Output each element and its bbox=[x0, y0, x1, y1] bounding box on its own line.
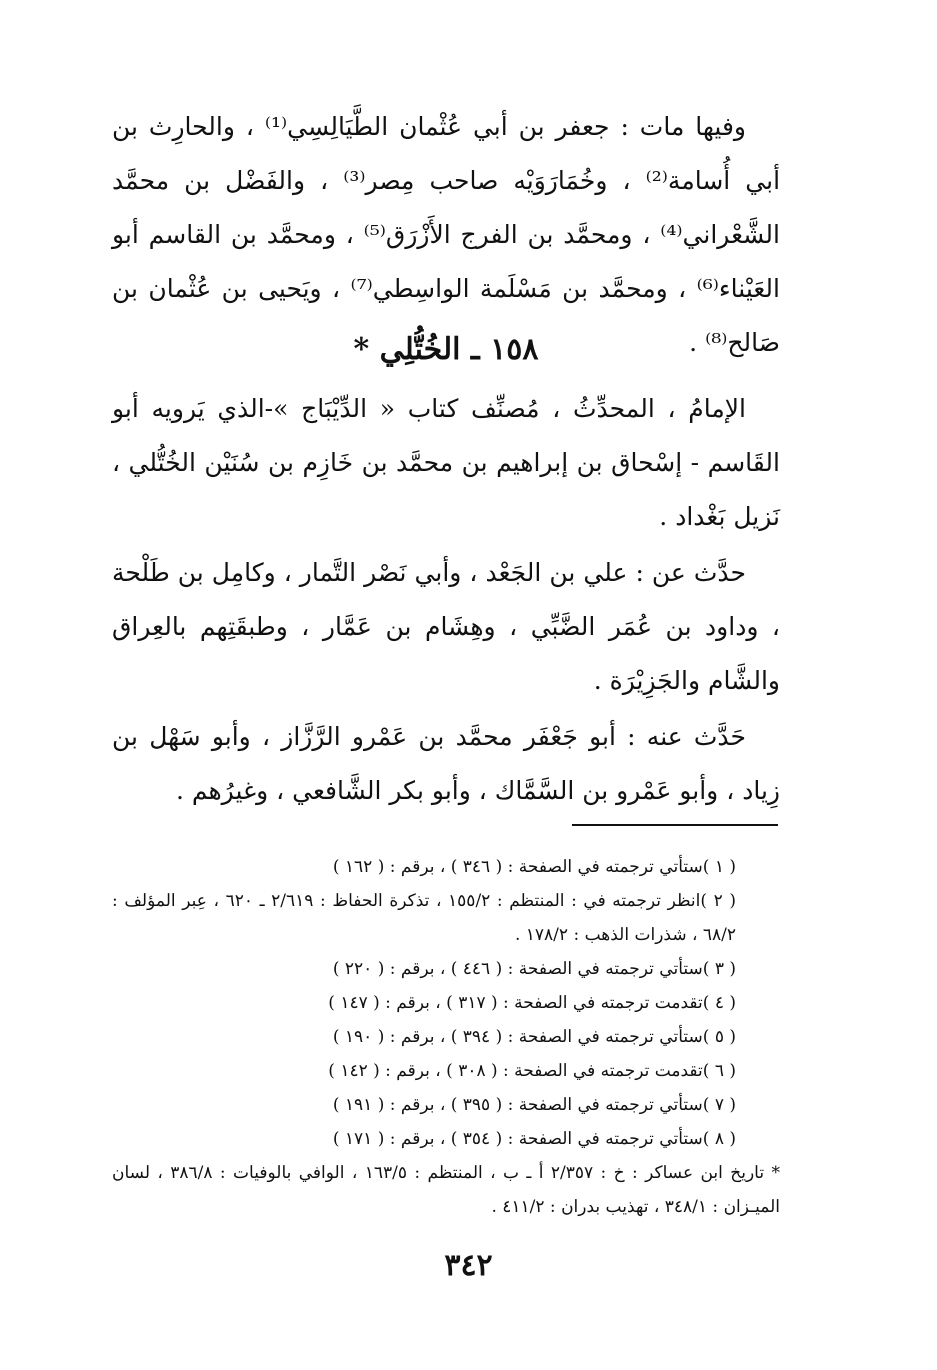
deaths-paragraph: وفيها مات : جعفر بن أبي عُثْمان الطَّيَالِسِي⁽¹⁾ ، والحارِث بن أبي أُسامة⁽²⁾ ، وخُمَارَوَيْه صاحب مِصر⁽³⁾ ، والفَضْل بن محمَّد الشَّعْراني⁽⁴⁾ ، ومحمَّد بن الفرج الأَزْرَق⁽⁵⁾ ، ومحمَّد بن القاسم أبو العَيْناء⁽⁶⁾ ، ومحمَّد بن مَسْلَمة الواسِطي⁽⁷⁾ ، ويَحيى بن عُثْمان بن صَالح⁽⁸⁾ . bbox=[112, 112, 781, 357]
footnote-sources: * تاريخ ابن عساكر : خ : ٢/٣٥٧ أ ـ ب ، المنتظم : ١٦٣/٥ ، الوافي بالوفيات : ٣٨٦/٨ ، لسان الميـزان : ٣٤٨/١ ، تهذيب بدران : ٤١١/٢ . bbox=[112, 1163, 780, 1217]
entry-heading: ١٥٨ ـ الخُتُّلِي * bbox=[353, 332, 539, 367]
footnote-6: ( ٦ )تقدمت ترجمته في الصفحة : ( ٣٠٨ ) ، برقم : ( ١٤٢ ) bbox=[328, 1061, 736, 1081]
footnote-1: ( ١ )ستأتي ترجمته في الصفحة : ( ٣٤٦ ) ، برقم : ( ١٦٢ ) bbox=[332, 857, 736, 877]
footnote-2: ( ٢ )انظر ترجمته في : المنتظم : ١٥٥/٢ ، تذكرة الحفاظ : ٢/٦١٩ ـ ٦٢٠ ، عِبر المؤلف : ٦٨/٢ ، شذرات الذهب : ١٧٨/٢ . bbox=[112, 891, 736, 945]
footnote-5: ( ٥ )ستأتي ترجمته في الصفحة : ( ٣٩٤ ) ، برقم : ( ١٩٠ ) bbox=[332, 1027, 736, 1047]
page-number: ٣٤٢ bbox=[444, 1248, 493, 1283]
narrated-by-paragraph: حَدَّث عنه : أبو جَعْفَر محمَّد بن عَمْرو الرَّزَّاز ، وأبو سَهْل بن زِياد ، وأبو عَمْرو بن السَّمَّاك ، وأبو بكر الشَّافعي ، وغيرُهم . bbox=[112, 722, 780, 805]
footnote-4: ( ٤ )تقدمت ترجمته في الصفحة : ( ٣١٧ ) ، برقم : ( ١٤٧ ) bbox=[328, 993, 736, 1013]
footnote-7: ( ٧ )ستأتي ترجمته في الصفحة : ( ٣٩٥ ) ، برقم : ( ١٩١ ) bbox=[332, 1095, 736, 1115]
narrated-from-paragraph: حدَّث عن : علي بن الجَعْد ، وأبي نَصْر التَّمار ، وكامِل بن طَلْحة ، وداود بن عُمَر الضَّبِّي ، وهِشَام بن عَمَّار ، وطبقَتِهم بالعِراق والشَّام والجَزِيْرَة . bbox=[112, 558, 780, 695]
footnote-8: ( ٨ )ستأتي ترجمته في الصفحة : ( ٣٥٤ ) ، برقم : ( ١٧١ ) bbox=[332, 1129, 736, 1149]
footnotes-list bbox=[112, 850, 780, 1224]
footnote-divider bbox=[572, 824, 778, 826]
footnote-3: ( ٣ )ستأتي ترجمته في الصفحة : ( ٤٤٦ ) ، برقم : ( ٢٢٠ ) bbox=[332, 959, 736, 979]
intro-paragraph: الإمامُ ، المحدِّثُ ، مُصنِّف كتاب « الدِّيْبَاج »-الذي يَرويه أبو القَاسم - إسْحاق بن إبراهيم بن محمَّد بن خَازِم بن سُنَيْن الخُتُّلي ، نَزيل بَغْداد . bbox=[112, 394, 780, 531]
